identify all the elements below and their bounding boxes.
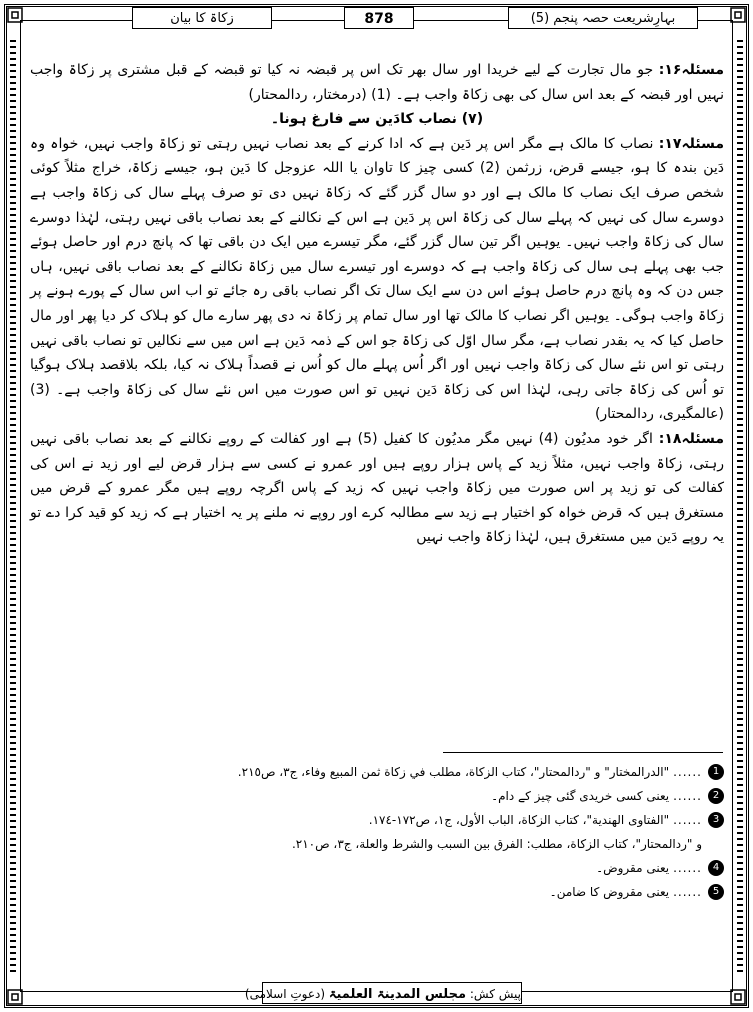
footnotes xyxy=(30,760,724,904)
footnote-item: 4 ...... یعنی مقروض۔ xyxy=(30,856,724,880)
corner-ornament-icon xyxy=(729,988,747,1006)
publisher-name: مجلس المدینۃ العلمیۃ xyxy=(328,987,467,1002)
publisher-box xyxy=(244,982,522,1004)
masala-17-label: مسئلہ۱۷: xyxy=(658,135,724,152)
footnote-text: و "ردالمحتار"، كتاب الزكاة، مطلب: الفرق بين السبب والشرط والعلة، ج٣، ص٢١٠. xyxy=(291,837,702,851)
footnote-item: 3 ...... "الفتاوى الهندية"، كتاب الزكاة، الباب الأول، ج١، ص١٧٢-١٧٤. xyxy=(30,808,724,832)
footnote-separator xyxy=(443,752,723,753)
footnote-item: 2 ...... یعنی کسی خریدی گئی چیز کے دام۔ xyxy=(30,784,724,808)
masala-16 xyxy=(30,58,724,107)
footnote-continuation xyxy=(30,832,724,856)
footnote-number-2: 2 xyxy=(708,788,724,804)
book-title: بہارِشریعت حصہ پنجم (5) xyxy=(508,7,698,29)
chapter-title: زکاۃ کا بیان xyxy=(132,7,272,29)
right-border-ornament xyxy=(737,40,743,972)
main-content xyxy=(30,58,724,550)
masala-17-text: نصاب کا مالک ہے مگر اس پر دَین ہے کہ ادا کرنے کے بعد نصاب نہیں رہتی تو زکاۃ واجب نہیں، خواہ وہ دَین بندہ کا ہو، جیسے قرض، زرثمن (2) کسی چیز کا تاوان یا اللہ عزوجل کا دَین ہو، جیسے زکاۃ، خراج مثلاً کوئی شخص صرف ایک نصاب کا مالک ہے اور دو سال گزر گئے کہ زکاۃ نہیں دی تو صرف پہلے سال کی زکاۃ واجب ہے دوسرے سال کی نہیں کہ پہلے سال کی زکاۃ اس پر دَین ہے اس کے نکالنے کے بعد نصاب باقی نہیں رہتی، لہٰذا دوسرے سال کی زکاۃ واجب نہیں۔ یوہیں اگر تین سال گزر گئے، مگر تیسرے میں ایک دن باقی تھا کہ پانچ درم اور حاصل ہوئے جب بھی پہلے ہی سال کی زکاۃ واجب ہے کہ دوسرے اور تیسرے سال میں زکاۃ نکالنے کے بعد نصاب باقی نہیں، ہاں جس دن کہ وہ پانچ درم حاصل ہوئے اس دن سے ایک سال تک اگر نصاب باقی رہ جائے تو اب اس سال کے پورے ہونے پر زکاۃ واجب ہوگی۔ یوہیں اگر نصاب کا مالک تھا اور سال تمام پر زکاۃ نہ دی پھر سارے مال کو ہلاک کر دیا پھر اور مال حاصل کیا کہ یہ بقدر نصاب ہے، مگر سال اوّل کی زکاۃ جو اس کے ذمہ دَین ہے اس میں سے نکالیں تو نصاب باقی نہیں رہتی تو اس نئے سال کی زکاۃ واجب نہیں اور اگر اُس پہلے مال کو اُس نے قصداً ہلاک نہ کیا، بلکہ بلاقصد ہلاک ہوگیا تو اُس کی زکاۃ جاتی رہی، لہٰذا اس کی زکاۃ دَین نہیں تو اس صورت میں اس نئے سال کی زکاۃ واجب ہے۔ xyxy=(30,135,725,398)
page-number: 878 xyxy=(344,7,414,29)
masala-18-label: مسئلہ۱۸: xyxy=(658,430,725,447)
left-border-ornament xyxy=(10,40,16,972)
footnote-number-4: 4 xyxy=(708,860,724,876)
footer-suffix: (دعوتِ اسلامی) xyxy=(244,987,326,1001)
masala-17 xyxy=(30,132,724,427)
masala-16-label: مسئلہ۱۶: xyxy=(658,62,724,78)
footnote-number-3: 3 xyxy=(708,812,724,828)
masala-16-reference: (1) (درمختار، ردالمحتار) xyxy=(248,86,396,103)
masala-16-text: جو مال تجارت کے لیے خریدا اور سال بھر تک اس پر قبضہ نہ کیا تو قبضہ کے قبل مشتری پر زکاۃ واجب نہیں اور قبضہ کے بعد اس سال کی بھی زکاۃ واجب ہے۔ xyxy=(30,62,724,103)
masala-17-reference: (3) (عالمگیری، ردالمحتار) xyxy=(30,381,724,423)
masala-18-text: اگر خود مدیُون (4) نہیں مگر مدیُون کا کفیل (5) ہے اور کفالت کے روپے نکالنے کے بعد نصاب باقی نہیں رہتی، زکاۃ واجب نہیں، مثلاً زید کے پاس ہزار روپے ہیں اور عمرو نے کسی سے ہزار قرض لیے اور زید نے اس کی کفالت کی تو زید پر اس صورت میں زکاۃ واجب نہیں کہ زید کے پاس اگرچہ روپے ہیں مگر عمرو کے قرض میں مستغرق ہیں کہ قرض خواہ کو اختیار ہے زید سے مطالبہ کرے اور روپے نہ ملنے پر یہ اختیار ہے کہ زید کو قید کرا دے تو یہ روپے دَین میں مستغرق ہیں، لہٰذا زکاۃ واجب نہیں xyxy=(30,430,724,546)
footnote-text: یعنی کسی خریدی گئی چیز کے دام۔ xyxy=(491,789,670,803)
footnote-item: 5 ...... یعنی مقروض کا ضامن۔ xyxy=(30,880,724,904)
page-header xyxy=(22,4,731,32)
footnote-text: یعنی مقروض کا ضامن۔ xyxy=(549,885,670,899)
section-heading: (۷) نصاب کادَین سے فارغ ہونا۔ xyxy=(270,111,484,128)
masala-18 xyxy=(30,427,724,550)
corner-ornament-icon xyxy=(729,6,747,24)
footnote-text: "الدرالمختار" و "ردالمحتار"، كتاب الزكاة، مطلب في زكاة ثمن المبيع وفاء، ج٣، ص٢١٥. xyxy=(237,765,670,779)
page-footer xyxy=(22,980,731,1008)
footnote-number-1: 1 xyxy=(708,764,724,780)
footnote-text: "الفتاوى الهندية"، كتاب الزكاة، الباب الأول، ج١، ص١٧٢-١٧٤. xyxy=(368,813,670,827)
footnote-text: یعنی مقروض۔ xyxy=(596,861,670,875)
footnote-item: 1 ...... "الدرالمختار" و "ردالمحتار"، كتاب الزكاة، مطلب في زكاة ثمن المبيع وفاء، ج٣، ص٢١٥. xyxy=(30,760,724,784)
footer-prefix: پیش کش: xyxy=(469,987,521,1001)
footnote-number-5: 5 xyxy=(708,884,724,900)
